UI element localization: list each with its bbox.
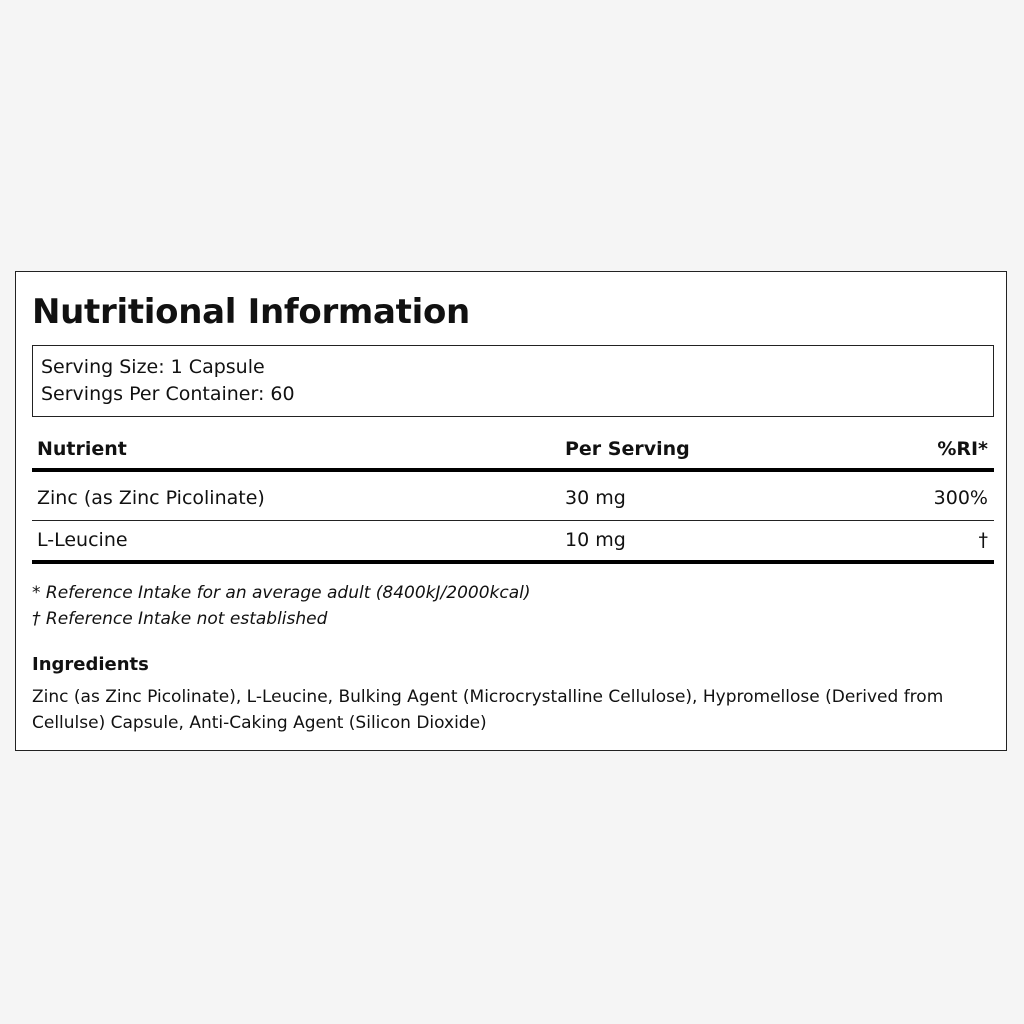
panel-title: Nutritional Information: [32, 292, 470, 332]
footnote-ri: * Reference Intake for an average adult (8400kJ/2000kcal): [32, 583, 531, 603]
serving-info-box: [32, 345, 994, 417]
ri-value: †: [978, 529, 988, 551]
header-per-serving: Per Serving: [565, 438, 690, 460]
header-nutrient: Nutrient: [37, 438, 127, 460]
footnotes: [32, 580, 531, 632]
table-row: [32, 521, 994, 564]
ri-value: 300%: [933, 487, 988, 509]
per-serving-value: 10 mg: [565, 529, 626, 551]
serving-size: Serving Size: 1 Capsule: [41, 356, 265, 378]
ingredients-text: Zinc (as Zinc Picolinate), L-Leucine, Bulking Agent (Microcrystalline Cellulose), Hypromellose (Derived from Cellulse) Capsule, Anti-Caking Agent (Silicon Dioxide): [32, 687, 944, 733]
per-serving-value: 30 mg: [565, 487, 626, 509]
servings-per-container: Servings Per Container: 60: [41, 383, 295, 405]
nutrient-table: [32, 429, 994, 564]
footnote-dagger: † Reference Intake not established: [32, 609, 328, 629]
nutrient-name: L-Leucine: [37, 529, 128, 551]
nutrient-name: Zinc (as Zinc Picolinate): [37, 487, 265, 509]
table-row: [32, 472, 994, 521]
nutrition-panel: [15, 271, 1007, 751]
ingredients-heading: Ingredients: [32, 654, 149, 675]
table-header-row: [32, 429, 994, 472]
header-ri: %RI*: [937, 438, 988, 460]
